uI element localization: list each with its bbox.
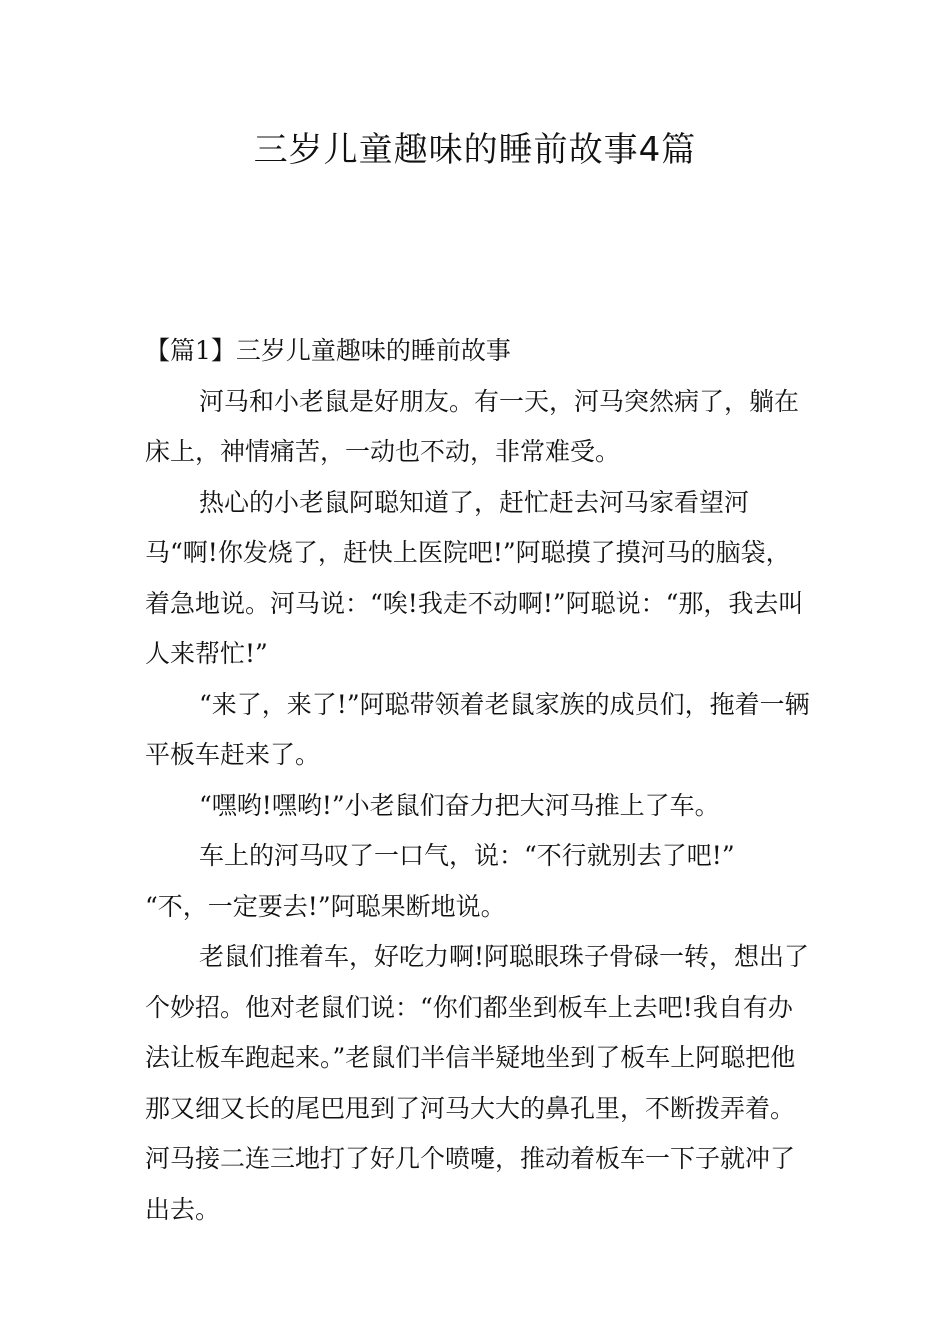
section-heading: 【篇1】三岁儿童趣味的睡前故事 — [145, 336, 511, 365]
paragraph: 热心的小老鼠阿聪知道了，赶忙赶去河马家看望河马“啊!你发烧了，赶快上医院吧!”阿聪摸了摸河马的脑袋，着急地说。河马说：“唉!我走不动啊!”阿聪说：“那，我去叫人来帮忙!” — [145, 487, 804, 668]
paragraph: “嘿哟!嘿哟!”小老鼠们奋力把大河马推上了车。 — [199, 790, 720, 820]
paragraph: “来了，来了!”阿聪带领着老鼠家族的成员们，拖着一辆平板车赶来了。 — [145, 689, 810, 769]
paragraph: 老鼠们推着车，好吃力啊!阿聪眼珠子骨碌一转，想出了个妙招。他对老鼠们说：“你们都坐到板车上去吧!我自有办法让板车跑起来。”老鼠们半信半疑地坐到了板车上阿聪把他那又细又长的尾巴甩到了河马大大的鼻孔里，不断拨弄着。河马接二连三地打了好几个喷嚏，推动着板车一下子就冲了出去。 — [145, 942, 810, 1224]
document-title: 三岁儿童趣味的睡前故事4篇 — [253, 130, 697, 170]
document-body — [145, 326, 815, 1235]
paragraph: 河马和小老鼠是好朋友。有一天，河马突然病了，躺在床上，神情痛苦，一动也不动，非常难受。 — [145, 386, 800, 466]
paragraph: “不，一定要去!”阿聪果断地说。 — [145, 891, 506, 921]
paragraph: 车上的河马叹了一口气，说：“不行就别去了吧!” — [199, 841, 735, 870]
